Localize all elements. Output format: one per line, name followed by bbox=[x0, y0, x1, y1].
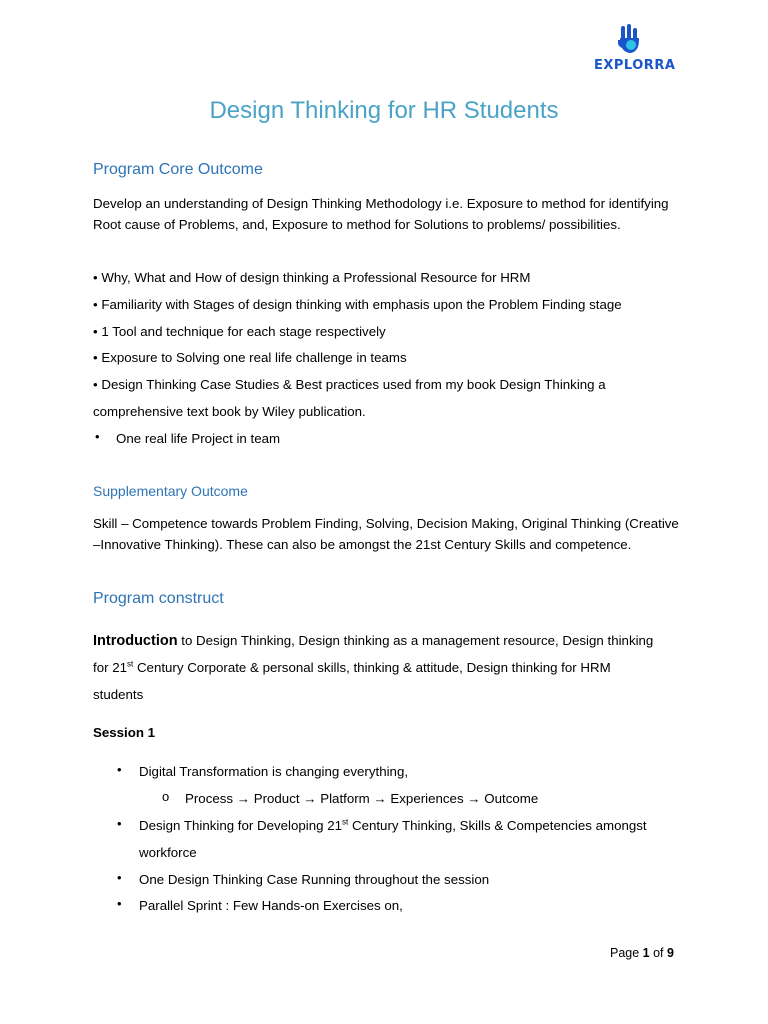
core-outcome-heading: Program Core Outcome bbox=[93, 161, 263, 178]
total-pages: 9 bbox=[667, 946, 674, 960]
core-outcome-bullet-5: • Design Thinking Case Studies & Best practices used from my book Design Thinking a bbox=[93, 377, 606, 392]
session-1-item-4: Parallel Sprint : Few Hands-on Exercises on, bbox=[139, 898, 403, 913]
explorra-logo bbox=[588, 22, 674, 78]
core-outcome-bullet-6: One real life Project in team bbox=[116, 431, 281, 446]
core-outcome-bullet-2: • Familiarity with Stages of design thinking with emphasis upon the Problem Finding stage bbox=[93, 297, 622, 312]
document-title: Design Thinking for HR Students bbox=[209, 97, 559, 124]
construct-intro-line-3: students bbox=[93, 687, 144, 702]
session-1-item-1: Digital Transformation is changing everything, bbox=[139, 764, 409, 779]
supplementary-text: Skill – Competence towards Problem Finding, Solving, Decision Making, Original Thinking (Creative –Innovative Thinking). These can also be amongst the 21st Century Skills and competence. bbox=[93, 516, 679, 552]
supplementary-heading: Supplementary Outcome bbox=[93, 483, 248, 499]
item-2-sup: st bbox=[342, 817, 349, 827]
core-outcome-bullet-3: • 1 Tool and technique for each stage respectively bbox=[93, 324, 386, 339]
core-outcome-bullet-5-continued: comprehensive text book by Wiley publication. bbox=[93, 404, 366, 419]
bullet-marker: • bbox=[95, 429, 100, 444]
session-1-sub-item: Process → Product → Platform → Experiences → Outcome bbox=[185, 791, 539, 806]
current-page: 1 bbox=[642, 946, 650, 960]
hand-icon bbox=[618, 24, 642, 56]
intro-line-2-post: Century Corporate & personal skills, thinking & attitude, Design thinking for HRM bbox=[133, 660, 611, 675]
session-1-item-2-continued: workforce bbox=[139, 845, 197, 860]
intro-line-2-pre: for 21 bbox=[93, 660, 128, 675]
bullet-marker: • bbox=[117, 816, 122, 831]
item-2-pre: Design Thinking for Developing 21 bbox=[139, 818, 343, 833]
logo-text: EXPLORRA bbox=[594, 58, 676, 73]
intro-line-1-text: to Design Thinking, Design thinking as a management resource, Design thinking bbox=[177, 633, 654, 648]
intro-bold-label: Introduction bbox=[93, 633, 178, 649]
session-1-heading: Session 1 bbox=[93, 725, 156, 740]
item-2-post: Century Thinking, Skills & Competencies amongst bbox=[348, 818, 647, 833]
core-outcome-intro: Develop an understanding of Design Thinking Methodology i.e. Exposure to method for identifying Root cause of Problems, and, Exposure to method for Solutions to problems/ possibilities. bbox=[93, 196, 669, 232]
construct-intro-line-2 bbox=[93, 654, 693, 681]
page-word: Page bbox=[610, 946, 643, 960]
core-outcome-bullet-1: • Why, What and How of design thinking a Professional Resource for HRM bbox=[93, 270, 531, 285]
session-1-item-3: One Design Thinking Case Running throughout the session bbox=[139, 872, 490, 887]
sub-bullet-marker: o bbox=[162, 789, 170, 804]
session-1-item-2 bbox=[139, 816, 739, 836]
page-number bbox=[610, 946, 674, 960]
bullet-marker: • bbox=[117, 870, 122, 885]
of-word: of bbox=[649, 946, 667, 960]
core-outcome-bullet-4: • Exposure to Solving one real life challenge in teams bbox=[93, 350, 407, 365]
intro-line-2-sup: st bbox=[127, 659, 134, 669]
construct-intro-line-1 bbox=[93, 627, 693, 655]
construct-heading: Program construct bbox=[93, 590, 224, 607]
bullet-marker: • bbox=[117, 762, 122, 777]
bullet-marker: • bbox=[117, 896, 122, 911]
